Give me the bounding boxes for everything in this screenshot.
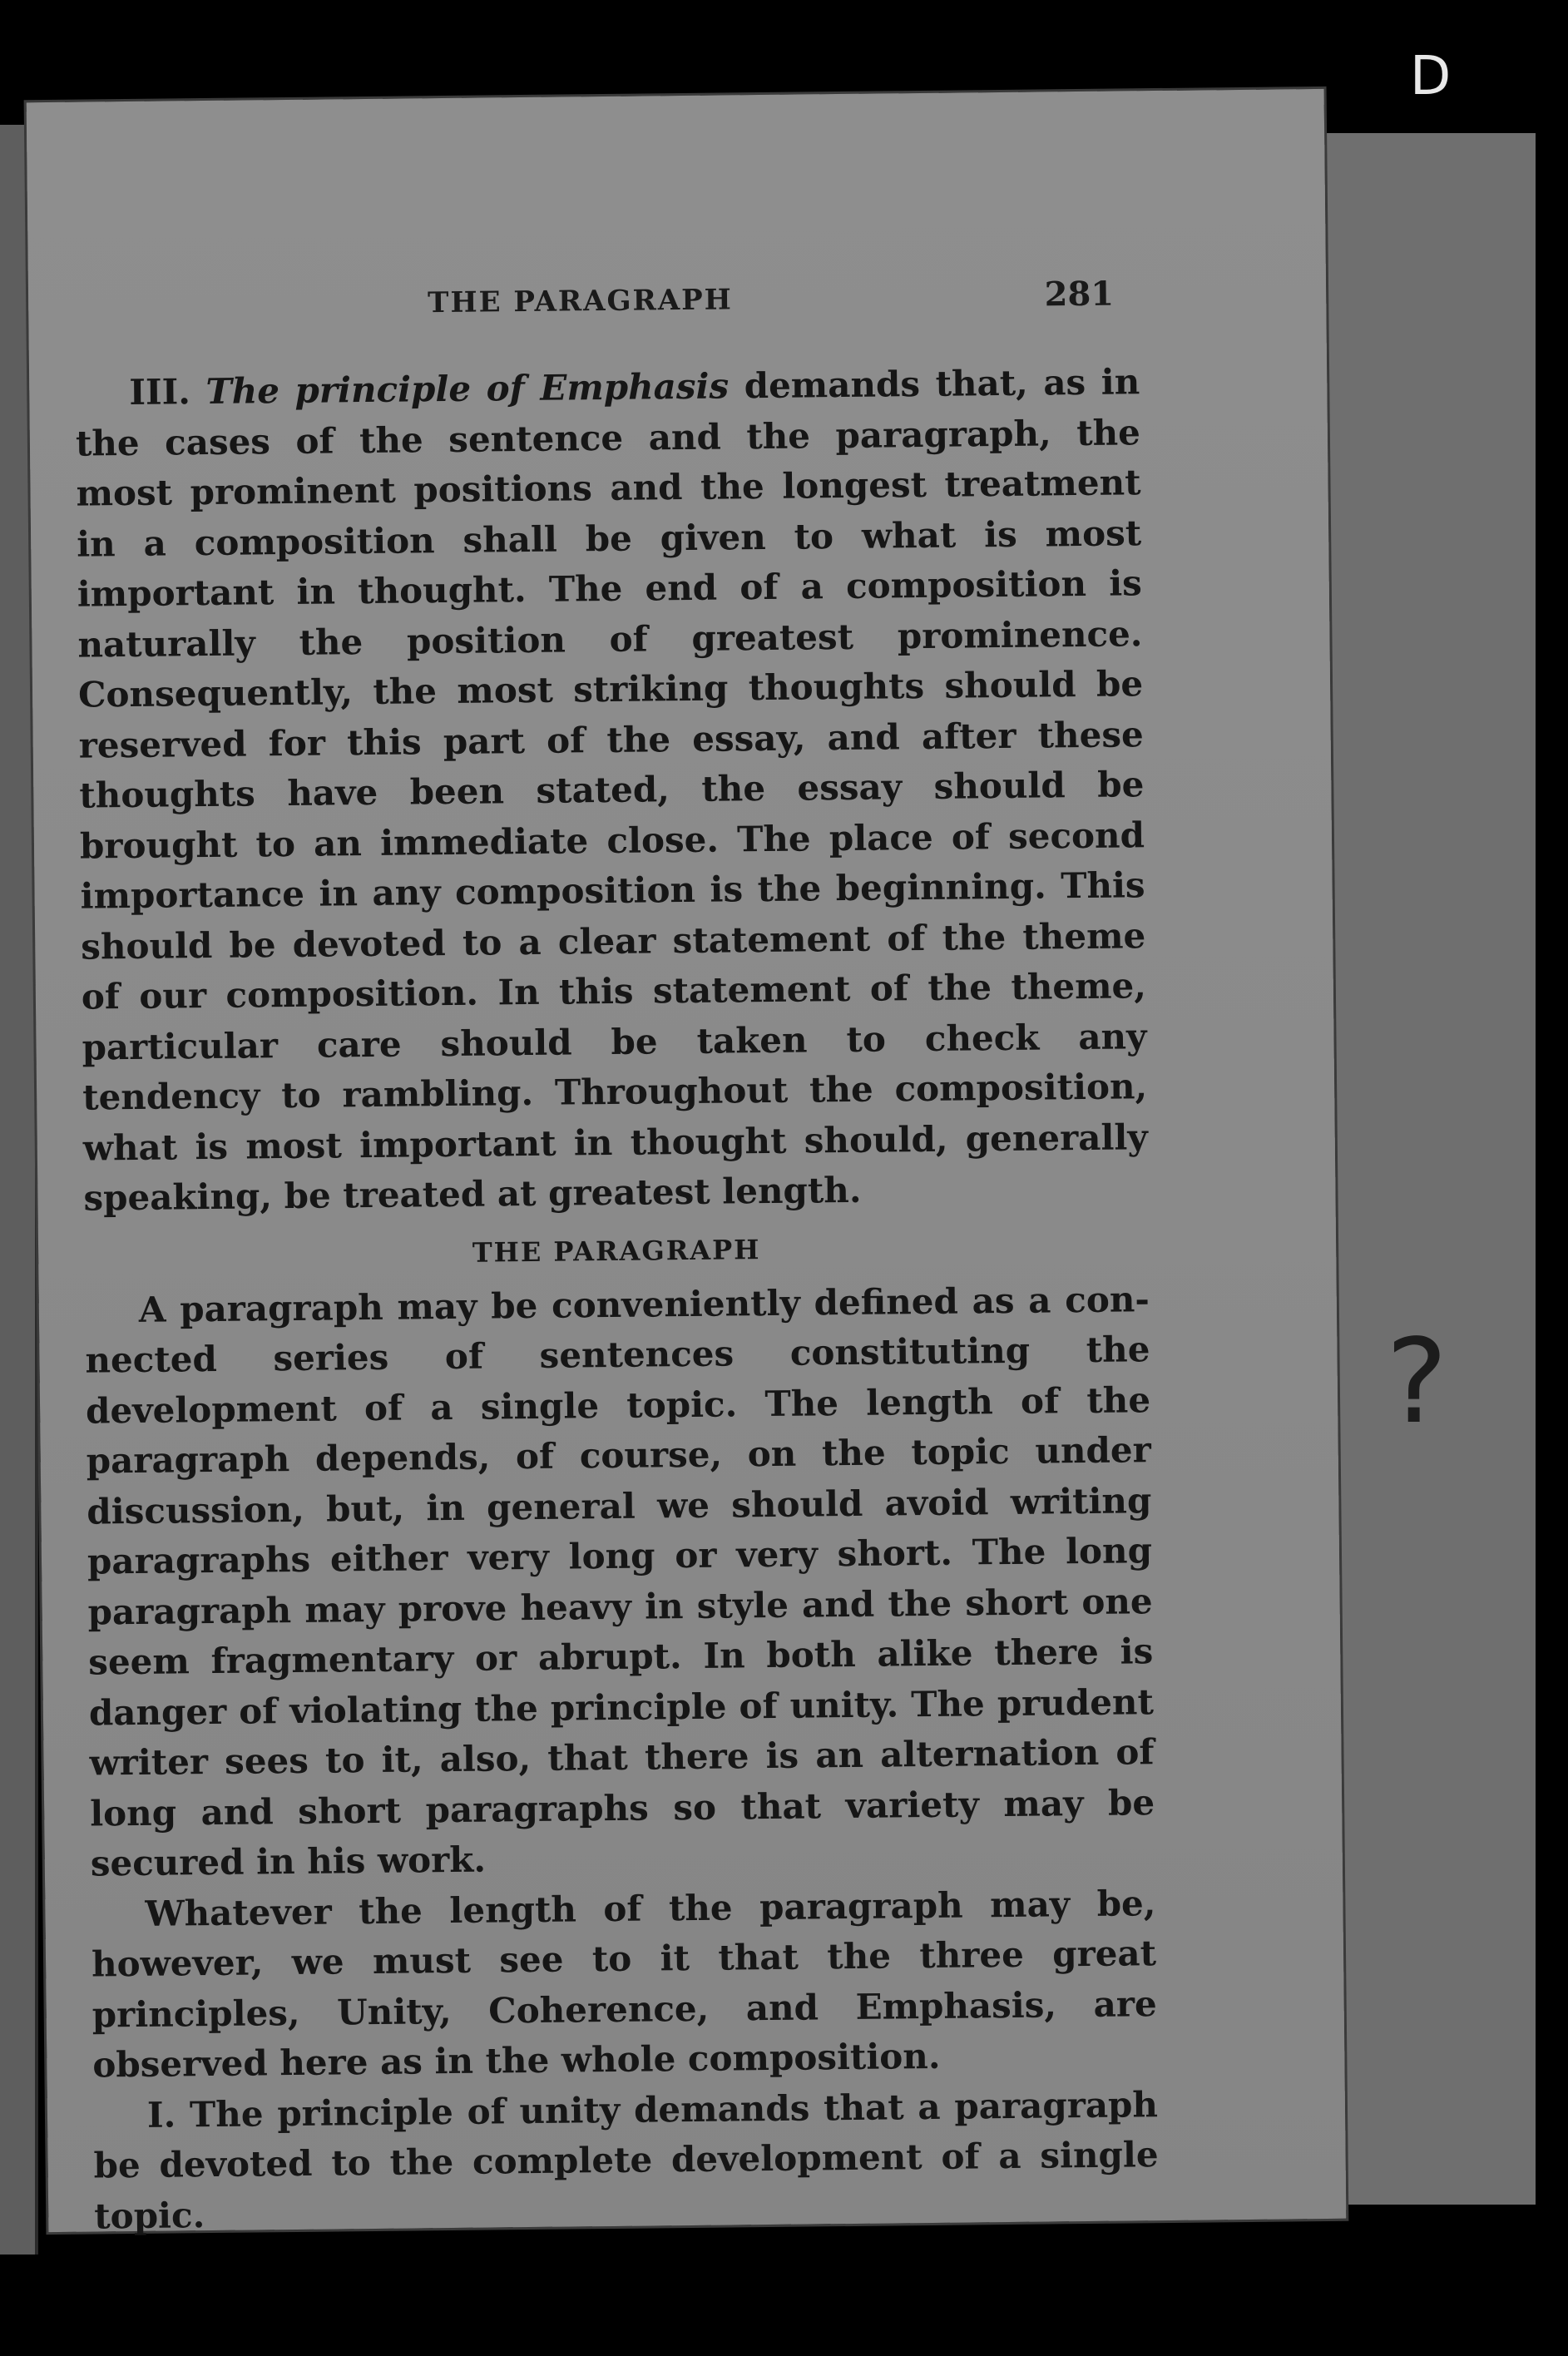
- margin-question-mark: ?: [1386, 1314, 1448, 1450]
- paragraph-unity: I. The principle of unity demands that a paragraph be devoted to the complete development of a single topic.: [93, 2083, 1159, 2237]
- corner-glyph: D: [1410, 46, 1452, 107]
- page-number: 281: [1044, 274, 1115, 314]
- page-header: [195, 275, 1115, 334]
- section-title: THE PARAGRAPH: [472, 1233, 761, 1269]
- paragraph-text: demands that, as in the cases of the sentence and the paragraph, the most prominent positions and the longest treatment in a composition shall be given to what is most important in thought. The end of a composition is naturally the position of greatest prominence. Consequently, the most striking thoughts should be reserved for this part of the essay, and after these thoughts have been stated, the essay should be brought to an immediate close. The place of second importance in any composition is the beginning. This should be devoted to a clear statement of the theme of our composition. In this statement of the theme, particular care should be taken to check any tendency to rambling. Throughout the composition, what is most important in thought should, generally speaking, be treated at greatest length.: [75, 361, 1148, 1219]
- page-body: [75, 357, 1160, 2241]
- paragraph-definition: A paragraph may be conveniently defined as a connected series of sentences constituting the development of a single topic. The length of the paragraph depends, of course, on the topic under discussion, but, in general we should avoid writing paragraphs either very long or very short. The long paragraph may prove heavy in style and the short one seem fragmentary or abrupt. In both alike there is danger of violating the principle of unity. The prudent writer sees to it, also, that there is an alternation of long and short paragraphs so that variety may be secured in his work.: [85, 1278, 1155, 1884]
- paragraph-lead: III.: [129, 370, 206, 413]
- book-page: [27, 89, 1347, 2237]
- paragraph-length: Whatever the length of the paragraph may be, however, we must see to it that the three great principles, Unity, Coherence, and Emphasis, are observed here as in the whole composition.: [91, 1882, 1157, 2086]
- paragraph-emphasis: [75, 357, 1149, 1224]
- emphasized-phrase: The principle of Emphasis: [205, 365, 730, 412]
- running-head: THE PARAGRAPH: [427, 283, 734, 320]
